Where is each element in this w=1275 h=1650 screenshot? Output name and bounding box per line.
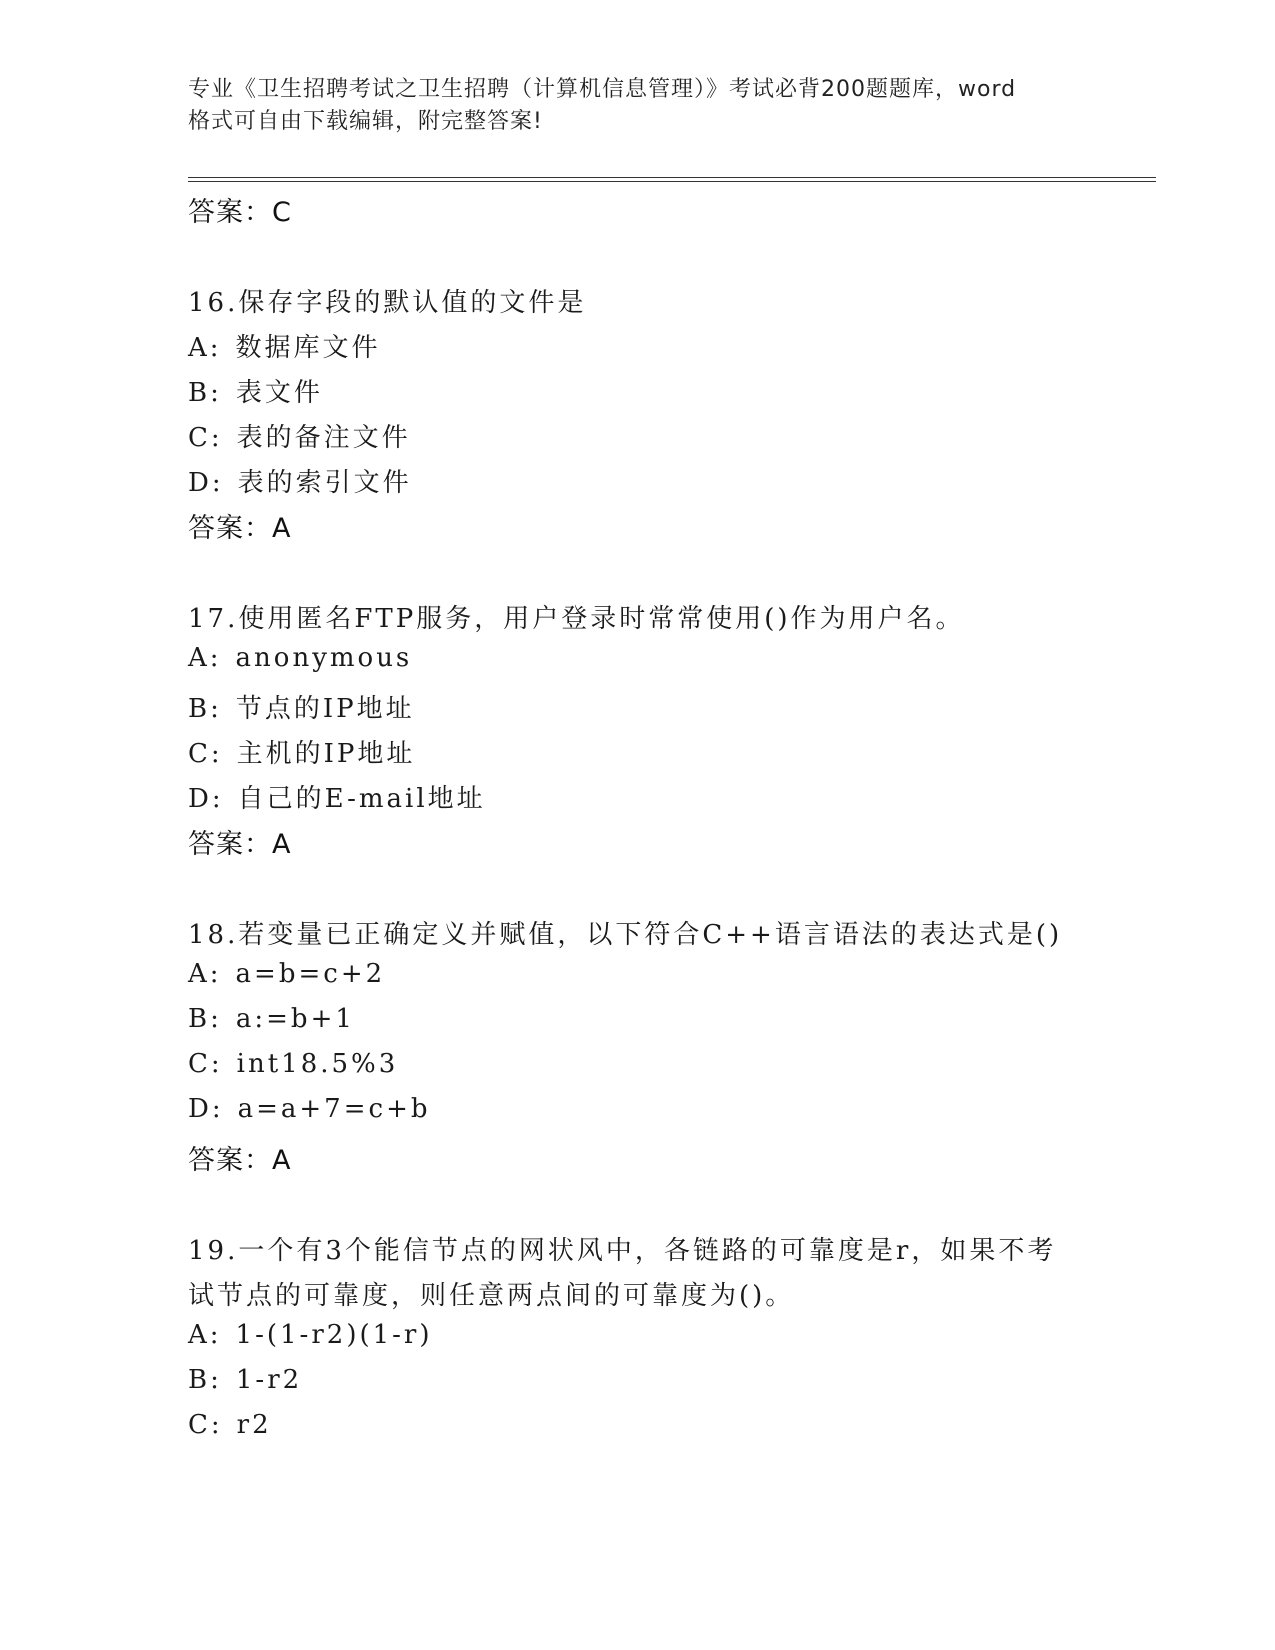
- option-letter: D:: [188, 1094, 224, 1124]
- option-text: 表文件: [235, 378, 323, 408]
- question-18-answer: [188, 1138, 291, 1177]
- option-letter: C:: [188, 423, 223, 453]
- question-18-option-c: [188, 1049, 398, 1079]
- question-18-option-b: [188, 1004, 355, 1034]
- header-line-2: 格式可自由下载编辑，附完整答案!: [188, 109, 543, 134]
- option-text: 表的备注文件: [236, 423, 411, 453]
- option-text: anonymous: [235, 643, 413, 673]
- option-text: 主机的IP地址: [236, 739, 416, 769]
- question-16-option-d: [188, 462, 412, 499]
- question-18-text: 18.若变量已正确定义并赋值，以下符合C++语言语法的表达式是(): [188, 920, 1063, 950]
- answer-label: 答案：: [188, 513, 272, 544]
- option-letter: C:: [188, 1410, 223, 1440]
- question-17-text: 17.使用匿名FTP服务，用户登录时常常使用()作为用户名。: [188, 604, 965, 634]
- answer-label: 答案：: [188, 1145, 272, 1176]
- question-17-option-b: [188, 688, 415, 725]
- option-text: 1-r2: [235, 1365, 303, 1395]
- answer-value: A: [272, 513, 292, 544]
- option-text: a=b=c+2: [235, 959, 386, 989]
- previous-answer: [188, 190, 292, 229]
- option-letter: D:: [188, 468, 224, 498]
- question-19-option-a: [188, 1320, 433, 1350]
- header-divider-top: [188, 177, 1156, 178]
- option-text: int18.5%3: [236, 1049, 399, 1079]
- option-letter: A:: [188, 643, 222, 673]
- option-letter: A:: [188, 1320, 222, 1350]
- question-16-option-b: [188, 372, 323, 409]
- answer-value: A: [272, 1145, 292, 1176]
- option-letter: A:: [188, 333, 222, 363]
- question-16-text: 16.保存字段的默认值的文件是: [188, 288, 587, 318]
- option-letter: C:: [188, 1049, 223, 1079]
- question-17-option-c: [188, 733, 415, 770]
- question-16-option-a: [188, 327, 381, 364]
- option-text: 节点的IP地址: [235, 694, 415, 724]
- option-letter: C:: [188, 739, 223, 769]
- question-16-option-c: [188, 417, 411, 454]
- question-17-option-a: [188, 643, 412, 673]
- answer-label: 答案：: [188, 197, 272, 228]
- option-letter: B:: [188, 1365, 222, 1395]
- option-letter: B:: [188, 1004, 222, 1034]
- option-text: r2: [236, 1410, 272, 1440]
- option-text: 数据库文件: [235, 333, 381, 363]
- question-18-option-a: [188, 959, 385, 989]
- option-letter: D:: [188, 784, 224, 814]
- header-line-1: 专业《卫生招聘考试之卫生招聘（计算机信息管理）》考试必背200题题库，word: [188, 77, 1017, 102]
- option-letter: A:: [188, 959, 222, 989]
- answer-value: C: [272, 197, 292, 228]
- answer-label: 答案：: [188, 829, 272, 860]
- document-header: [188, 74, 1088, 138]
- question-17-option-d: [188, 778, 486, 815]
- question-19-option-c: [188, 1410, 272, 1440]
- option-text: 1-(1-r2)(1-r): [235, 1320, 433, 1350]
- option-text: a:=b+1: [235, 1004, 355, 1034]
- option-letter: B:: [188, 378, 222, 408]
- option-text: 表的索引文件: [237, 468, 412, 498]
- option-text: a=a+7=c+b: [237, 1094, 431, 1124]
- question-19-text-line-1: 19.一个有3个能信节点的网状风中，各链路的可靠度是r，如果不考: [188, 1236, 1057, 1266]
- option-text: 自己的E-mail地址: [237, 784, 486, 814]
- question-17-answer: [188, 822, 291, 861]
- question-18-option-d: [188, 1094, 431, 1124]
- option-letter: B:: [188, 694, 222, 724]
- question-16-answer: [188, 506, 291, 545]
- header-divider-bottom: [188, 181, 1156, 182]
- question-19-text-line-2: 试节点的可靠度，则任意两点间的可靠度为()。: [188, 1281, 795, 1311]
- question-19-option-b: [188, 1365, 302, 1395]
- answer-value: A: [272, 829, 292, 860]
